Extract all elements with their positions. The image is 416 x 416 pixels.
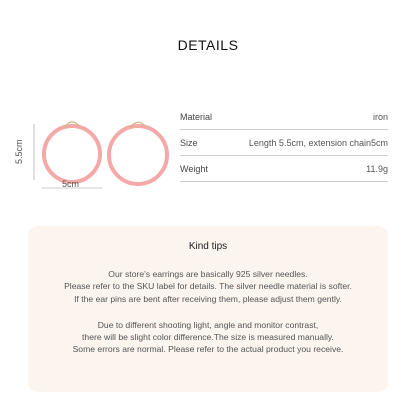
tips-paragraph-2 [28,319,388,356]
tips-line: If the ear pins are bent after receiving them, please adjust them gently. [74,293,342,304]
tips-line: Some errors are normal. Please refer to the actual product you receive. [72,344,344,355]
tips-line: Please refer to the SKU label for details. The silver needle material is softer. [64,281,352,292]
tips-paragraph-1 [28,268,388,305]
kind-tips-box [28,226,388,392]
spec-value: iron [372,111,388,122]
hoop-earrings-image [24,108,184,198]
spec-value: Length 5.5cm, extension chain5cm [248,137,388,148]
kind-tips-title: Kind tips [188,241,228,252]
tips-line: Due to different shooting light, angle and monitor contrast, [97,319,319,330]
width-dimension-label: 5cm [62,179,80,189]
spec-label: Weight [180,163,208,174]
spec-table [180,104,388,182]
right-hoop [109,126,167,184]
spec-label: Material [180,111,213,122]
spec-row-weight [180,156,388,182]
tips-line: there will be slight color difference.The size is measured manually. [82,332,334,343]
spec-row-size [180,130,388,156]
height-dimension-label: 5.5cm [14,139,24,164]
spec-label: Size [180,137,198,148]
spec-value: 11.9g [366,163,388,174]
left-hoop [44,126,100,182]
tips-line: Our store's earrings are basically 925 silver needles. [108,269,308,279]
page-title: DETAILS [177,37,239,53]
spec-row-material [180,104,388,130]
